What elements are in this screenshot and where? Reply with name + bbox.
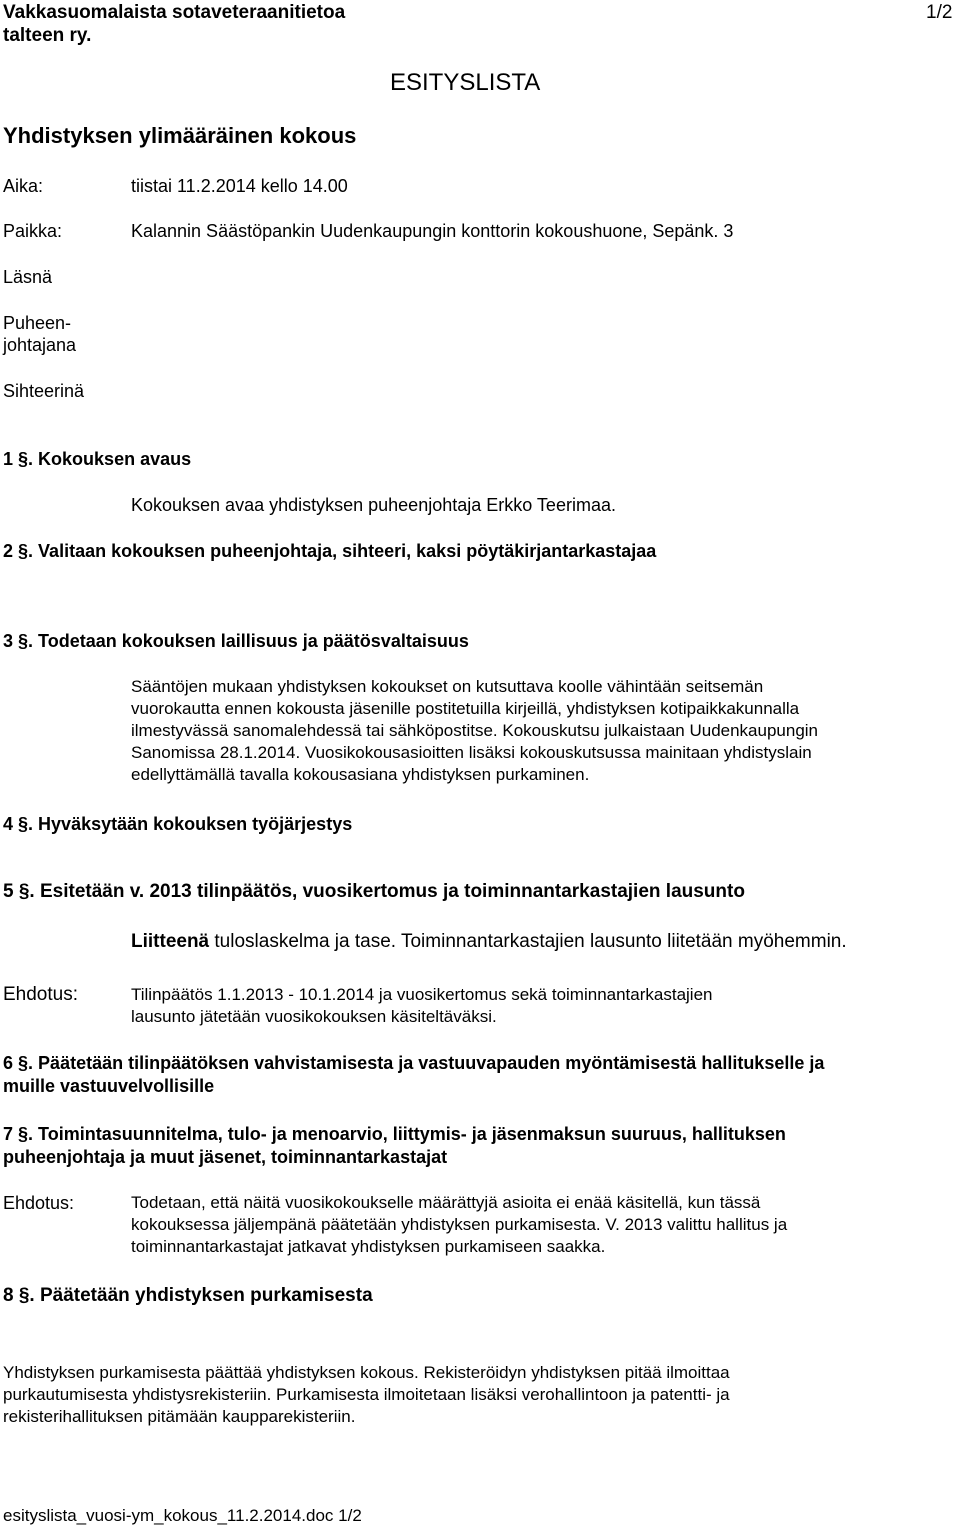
section-title: Hyväksytään kokouksen työjärjestys (38, 814, 353, 834)
section-2-heading (3, 540, 656, 562)
section-title: Kokouksen avaus (38, 449, 192, 469)
present-label: Läsnä (3, 267, 53, 287)
section-3-body: Sääntöjen mukaan yhdistyksen kokoukset on kutsuttava koolle vähintään seitsemän vuorokautta ennen kokousta jäsenille postitetuilla kirjeillä, yhdistyksen kotipaikkakunnalla ilmestyvässä sanomalehdessä tai sähköpostitse. Kokouskutsu julkaistaan Uudenkaupungin Sanomissa 28.1.2014. Vuosikokousasioitten lisäksi kokouskutsussa mainitaan yhdistyslain edellyttämällä tavalla kokousasiana yhdistyksen purkaminen. (131, 677, 819, 784)
place-label: Paikka: (3, 221, 63, 241)
page-number: 1/2 (926, 2, 953, 23)
section-3-heading (3, 630, 469, 652)
time-value: tiistai 11.2.2014 kello 14.00 (131, 176, 348, 196)
secretary-label: Sihteerinä (3, 381, 85, 401)
section-number: 2 §. (3, 541, 34, 561)
section-8-heading (3, 1284, 373, 1308)
section-title: Päätetään yhdistyksen purkamisesta (39, 1285, 373, 1306)
section-title: Todetaan kokouksen laillisuus ja päätösvaltaisuus (38, 631, 469, 651)
section-7-heading (3, 1123, 786, 1145)
section-number: 3 §. (3, 631, 34, 651)
attachment-label: Liitteenä (131, 931, 210, 952)
section-title: Valitaan kokouksen puheenjohtaja, sihteeri, kaksi pöytäkirjantarkastajaa (38, 541, 657, 561)
section-title: Päätetään tilinpäätöksen vahvistamisesta ja vastuuvapauden myöntämisestä hallitukselle ja (38, 1053, 825, 1073)
organization-name-line1: Vakkasuomalaista sotaveteraanitietoa (3, 2, 346, 23)
section-7-heading-continued: puheenjohtaja ja muut jäsenet, toiminnantarkastajat (3, 1147, 448, 1167)
section-5-attachment (131, 930, 847, 954)
section-number: 8 §. (3, 1285, 35, 1306)
section-8-body: Yhdistyksen purkamisesta päättää yhdistyksen kokous. Rekisteröidyn yhdistyksen pitää ilmoittaa purkautumisesta yhdistysrekisteriin. Purkamisesta ilmoitetaan lisäksi verohallintoon ja patentti- ja rekisterihallituksen pitämään kaupparekisteriin. (3, 1363, 730, 1426)
section-1-heading (3, 448, 191, 470)
meeting-title: Yhdistyksen ylimääräinen kokous (3, 123, 357, 148)
section-number: 5 §. (3, 881, 35, 902)
section-7-proposal-body: Todetaan, että näitä vuosikokoukselle määrättyjä asioita ei enää käsitellä, kun tässä kokouksessa jäljempänä päätetään yhdistyksen purkamisesta. V. 2013 valittu hallitus ja toiminnantarkastajat jatkavat yhdistyksen purkamiseen saakka. (131, 1193, 788, 1256)
section-number: 7 §. (3, 1124, 34, 1144)
section-title: Esitetään v. 2013 tilinpäätös, vuosikertomus ja toiminnantarkastajien lausunto (39, 881, 745, 902)
place-value: Kalannin Säästöpankin Uudenkaupungin konttorin kokoushuone, Sepänk. 3 (131, 221, 734, 241)
section-6-heading (3, 1052, 824, 1074)
section-5-proposal-label: Ehdotus: (3, 984, 78, 1005)
organization-name-line2: talteen ry. (3, 25, 92, 46)
section-number: 4 §. (3, 814, 34, 834)
chairperson-label: Puheen- johtajana (3, 313, 77, 355)
section-6-heading-continued: muille vastuuvelvollisille (3, 1076, 215, 1096)
section-5-proposal-body: Tilinpäätös 1.1.2013 - 10.1.2014 ja vuosikertomus sekä toiminnantarkastajien lausunto jätetään vuosikokouksen käsiteltäväksi. (131, 985, 713, 1026)
time-label: Aika: (3, 176, 44, 196)
section-number: 1 §. (3, 449, 34, 469)
footer-filename: esityslista_vuosi-ym_kokous_11.2.2014.doc 1/2 (3, 1506, 362, 1525)
section-number: 6 §. (3, 1053, 34, 1073)
section-4-heading (3, 813, 352, 835)
section-1-body: Kokouksen avaa yhdistyksen puheenjohtaja Erkko Teerimaa. (131, 495, 616, 515)
section-5-heading (3, 880, 745, 904)
section-title: Toimintasuunnitelma, tulo- ja menoarvio, liittymis- ja jäsenmaksun suuruus, hallituksen (38, 1124, 786, 1144)
attachment-text: tuloslaskelma ja tase. Toiminnantarkastajien lausunto liitetään myöhemmin. (209, 931, 847, 952)
document-type: ESITYSLISTA (390, 69, 541, 96)
section-7-proposal-label: Ehdotus: (3, 1193, 75, 1213)
